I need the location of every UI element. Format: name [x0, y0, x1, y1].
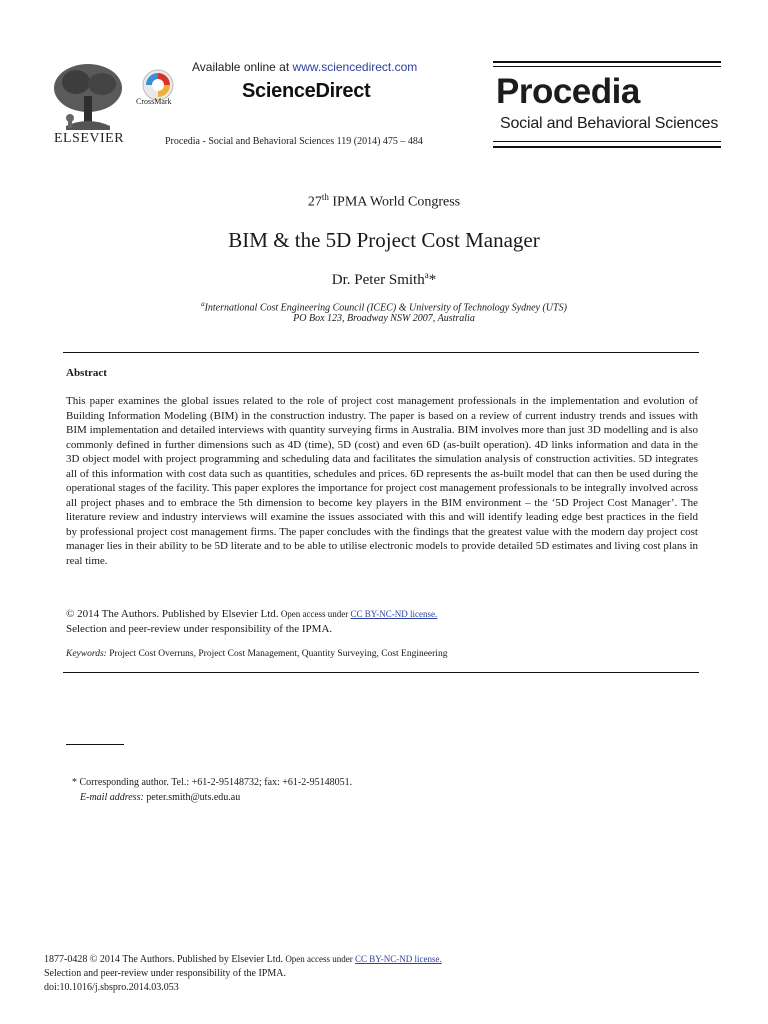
procedia-rule-top-thin	[493, 66, 721, 67]
abstract-bottom-rule	[63, 672, 699, 673]
footnote-rule	[66, 744, 124, 745]
footer-license-link[interactable]: CC BY-NC-ND license.	[355, 954, 442, 964]
crossmark-label: CrossMark	[136, 97, 172, 106]
keywords-label: Keywords:	[66, 649, 107, 659]
procedia-wordmark: Procedia	[496, 72, 640, 111]
corresponding-author-note: * Corresponding author. Tel.: +61-2-95148732; fax: +61-2-95148051.	[72, 777, 353, 788]
keywords-line	[66, 649, 447, 659]
affiliation-line-2: PO Box 123, Broadway NSW 2007, Australia	[293, 313, 475, 324]
abstract-heading: Abstract	[66, 367, 107, 379]
license-link[interactable]: CC BY-NC-ND license.	[350, 609, 438, 619]
author-name: Dr. Peter Smith	[331, 272, 425, 288]
corresponding-mark: *	[428, 272, 437, 288]
email-label: E-mail address:	[80, 792, 144, 803]
available-prefix: Available online at	[192, 60, 293, 74]
footer-copyright-text: 1877-0428 © 2014 The Authors. Published by Elsevier Ltd.	[44, 954, 284, 965]
procedia-rule-bottom	[493, 146, 721, 148]
footer-peer-review: Selection and peer-review under responsibility of the IPMA.	[44, 968, 286, 979]
copyright-text: © 2014 The Authors. Published by Elsevier Ltd.	[66, 608, 279, 620]
footer-copyright	[44, 954, 442, 965]
affiliation-line-1	[0, 300, 768, 313]
congress-label: IPMA World Congress	[328, 194, 461, 210]
copyright-line	[66, 608, 437, 620]
footer-doi[interactable]: doi:10.1016/j.sbspro.2014.03.053	[44, 982, 179, 993]
available-online	[192, 60, 417, 74]
author-line	[0, 270, 768, 289]
congress-ordinal: th	[321, 192, 329, 202]
elsevier-wordmark: ELSEVIER	[53, 131, 125, 146]
sciencedirect-link[interactable]: www.sciencedirect.com	[292, 60, 418, 74]
footer-open-access-text: Open access under	[283, 954, 356, 964]
paper-title: BIM & the 5D Project Cost Manager	[228, 228, 540, 252]
affiliation-text: International Cost Engineering Council (ICEC) & University of Technology Sydney (UTS)	[204, 302, 567, 314]
procedia-rule-top	[493, 61, 721, 63]
author-affiliation-mark: a	[424, 270, 429, 280]
keywords-text: Project Cost Overruns, Project Cost Management, Quantity Surveying, Cost Engineering	[106, 649, 448, 659]
email-address[interactable]: peter.smith@uts.edu.au	[143, 792, 241, 803]
email-note	[80, 792, 240, 803]
congress-number: 27	[307, 194, 322, 210]
sciencedirect-wordmark: ScienceDirect	[242, 80, 371, 102]
affiliation-mark: a	[201, 300, 205, 308]
abstract-top-rule	[63, 352, 699, 353]
peer-review-line: Selection and peer-review under responsibility of the IPMA.	[66, 623, 333, 635]
procedia-rule-bottom-thin	[493, 141, 721, 142]
procedia-subtitle: Social and Behavioral Sciences	[500, 115, 719, 132]
congress-name	[0, 192, 768, 211]
abstract-body: This paper examines the global issues related to the role of project cost management professionals in the implementation and evolution of Building Information Modeling (BIM) in the construction industry. The paper is based on a review of current industry trends and issues with BIM implementation and detailed interviews with quantity surveying firms in Australia. BIM involves more than just 3D modelling and is also commonly defined in further dimensions such as 4D (time), 5D (cost) and even 6D (as-built operation). 4D links information and data in the 3D object model with project programming and scheduling data and facilitates the simulation analysis of construction activities. 5D integrates all of this information with cost data such as quantities, schedules and prices. 6D represents the as-built model that can then be used during the operational stages of the facility. This paper explores the importance for project cost management professionals to be integrally involved across all project phases and to embrace the 5th dimension to become key players in the BIM environment – the ‘5D Project Cost Manager’. The literature review and industry interviews will examine the issues associated with this and will identify leading edge best practices in the field by professional project cost management firms. The paper concludes with the findings that the greatest value with the modern day project cost manager lies in their ability to be 5D literate and to be able to utilise electronic models to provide detailed 5D estimates and living cost plans in real time.	[66, 395, 698, 567]
journal-citation: Procedia - Social and Behavioral Sciences 119 (2014) 475 – 484	[165, 136, 423, 147]
open-access-text: Open access under	[278, 609, 351, 619]
